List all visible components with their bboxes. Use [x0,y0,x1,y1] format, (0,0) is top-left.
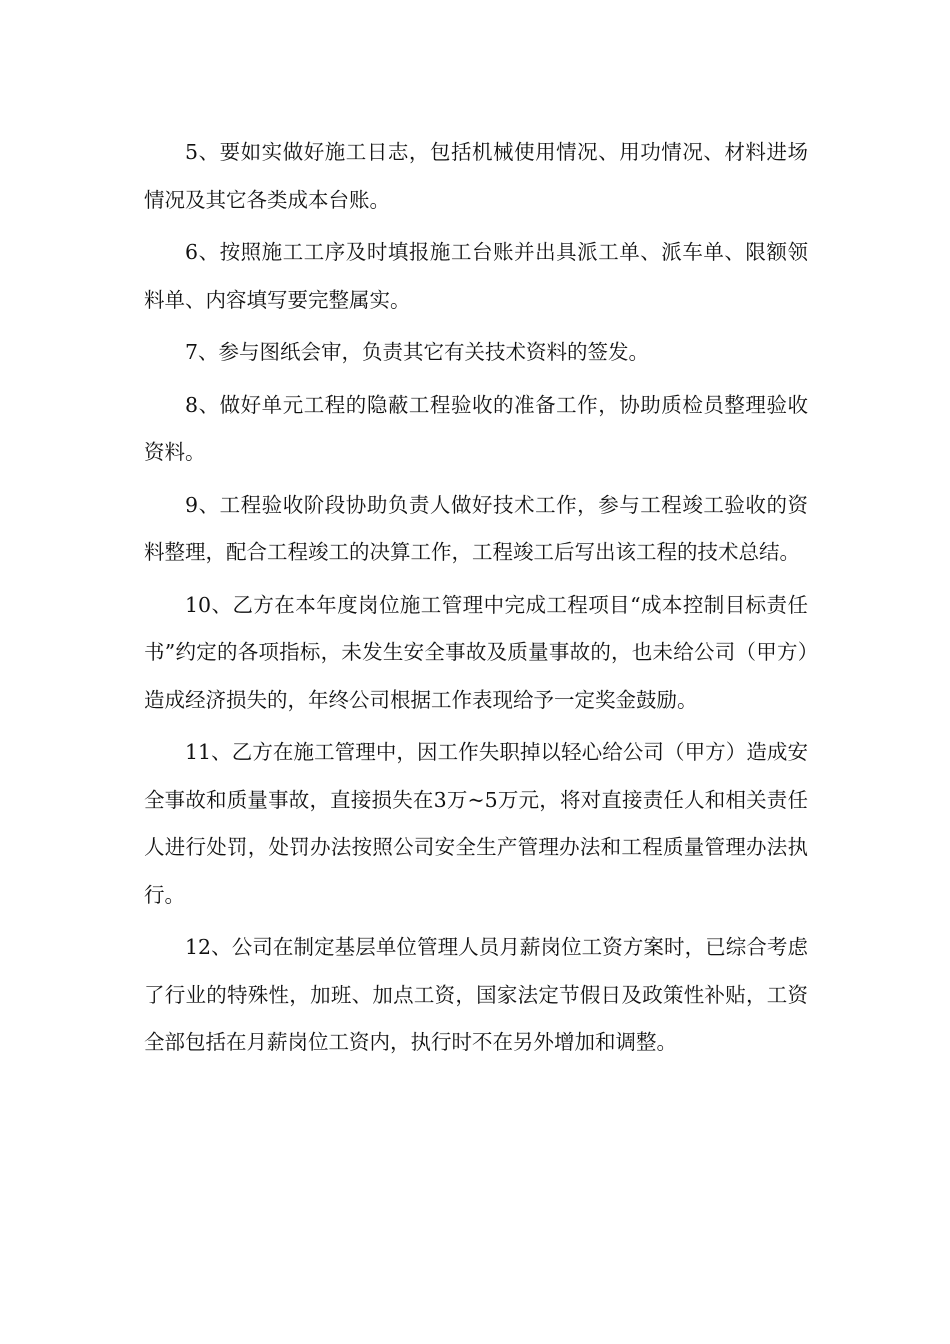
paragraph-item-11: 11、乙方在施工管理中，因工作失职掉以轻心给公司（甲方）造成安全事故和质量事故，直接损失在3万~5万元，将对直接责任人和相关责任人进行处罚，处罚办法按照公司安全生产管理办法和工程质量管理办法执行。 [144,740,808,907]
paragraph-item-10: 10、乙方在本年度岗位施工管理中完成工程项目“成本控制目标责任书”约定的各项指标，未发生安全事故及质量事故的，也未给公司（甲方）造成经济损失的，年终公司根据工作表现给予一定奖金鼓励。 [144,592,808,712]
paragraph-item-9: 9、工程验收阶段协助负责人做好技术工作，参与工程竣工验收的资料整理，配合工程竣工的决算工作，工程竣工后写出该工程的技术总结。 [144,492,808,564]
paragraph-item-12: 12、公司在制定基层单位管理人员月薪岗位工资方案时，已综合考虑了行业的特殊性，加班、加点工资，国家法定节假日及政策性补贴，工资全部包括在月薪岗位工资内，执行时不在另外增加和调整。 [144,935,808,1054]
paragraph-item-6: 6、按照施工工序及时填报施工台账并出具派工单、派车单、限额领料单、内容填写要完整属实。 [144,240,808,312]
paragraph-item-5: 5、要如实做好施工日志，包括机械使用情况、用功情况、材料进场情况及其它各类成本台账。 [144,140,808,212]
paragraph-item-8: 8、做好单元工程的隐蔽工程验收的准备工作，协助质检员整理验收资料。 [144,392,808,464]
paragraph-item-7: 7、参与图纸会审，负责其它有关技术资料的签发。 [185,340,650,364]
document-body [144,129,808,1072]
